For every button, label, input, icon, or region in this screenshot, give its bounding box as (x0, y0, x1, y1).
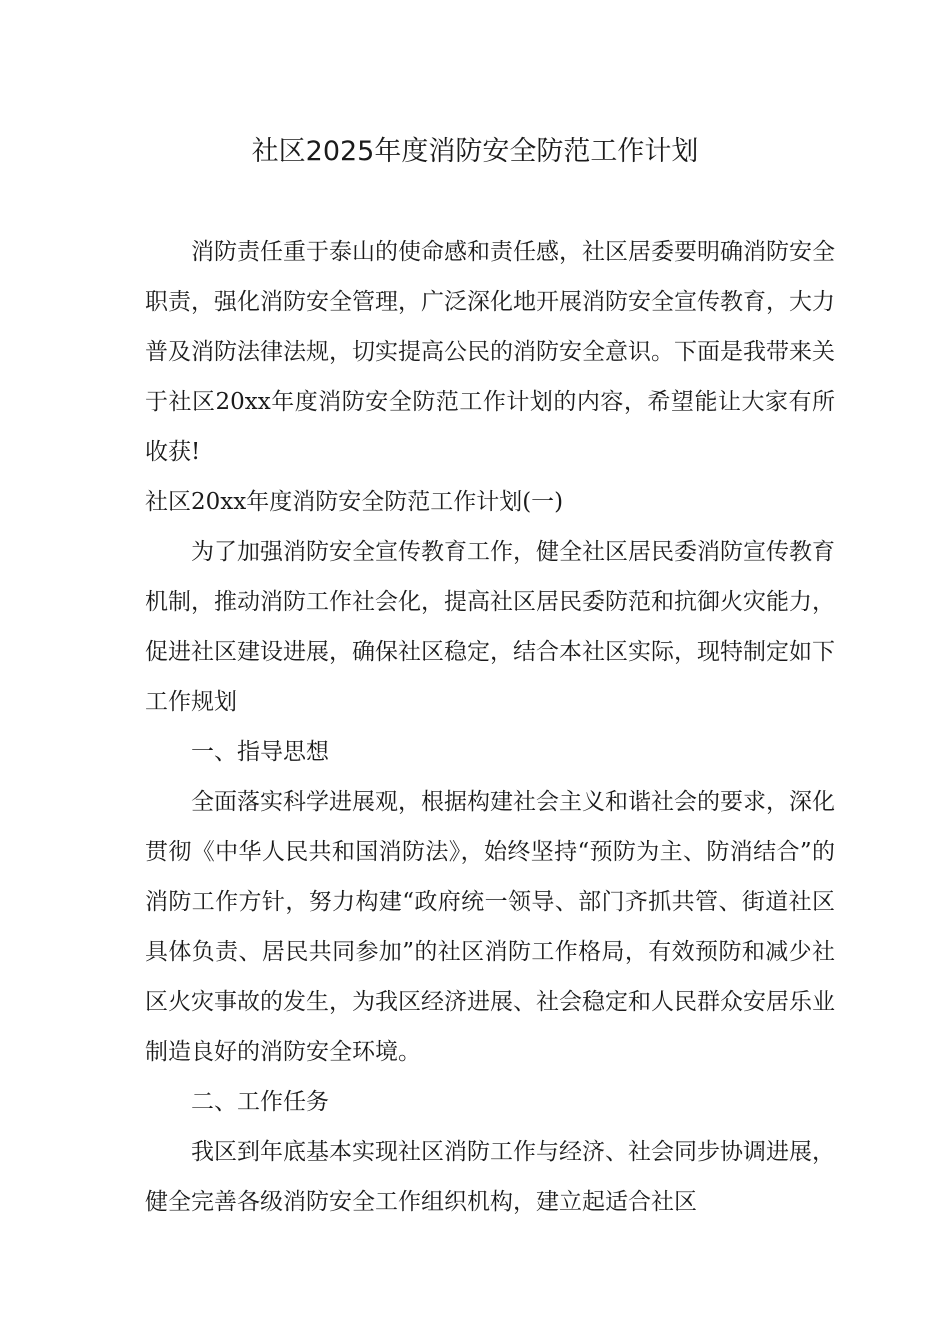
intro-paragraph: 消防责任重于泰山的使命感和责任感，社区居委要明确消防安全职责，强化消防安全管理，广泛深化地开展消防安全宣传教育，大力普及消防法律法规，切实提高公民的消防安全意识。下面是我带来关于社区20xx年度消防安全防范工作计划的内容，希望能让大家有所收获! (145, 239, 835, 465)
guiding-ideology-paragraph: 全面落实科学进展观，根据构建社会主义和谐社会的要求，深化贯彻《中华人民共和国消防法》，始终坚持“预防为主、防消结合”的消防工作方针，努力构建“政府统一领导、部门齐抓共管、街道社区具体负责、居民共同参加”的社区消防工作格局，有效预防和减少社区火灾事故的发生，为我区经济进展、社会稳定和人民群众安居乐业制造良好的消防安全环境。 (145, 789, 835, 1065)
heading-work-tasks: 二、工作任务 (191, 1089, 329, 1115)
purpose-paragraph: 为了加强消防安全宣传教育工作，健全社区居民委消防宣传教育机制，推动消防工作社会化，提高社区居民委防范和抗御火灾能力，促进社区建设进展，确保社区稳定，结合本社区实际，现特制定如下工作规划 (145, 539, 835, 715)
document-title: 社区2025年度消防安全防范工作计划 (251, 136, 699, 167)
heading-guiding-ideology: 一、指导思想 (191, 739, 329, 765)
section-heading: 社区20xx年度消防安全防范工作计划(一) (145, 489, 564, 515)
document-body (145, 227, 835, 1227)
work-tasks-paragraph: 我区到年底基本实现社区消防工作与经济、社会同步协调进展，健全完善各级消防安全工作组织机构，建立起适合社区 (145, 1139, 835, 1215)
